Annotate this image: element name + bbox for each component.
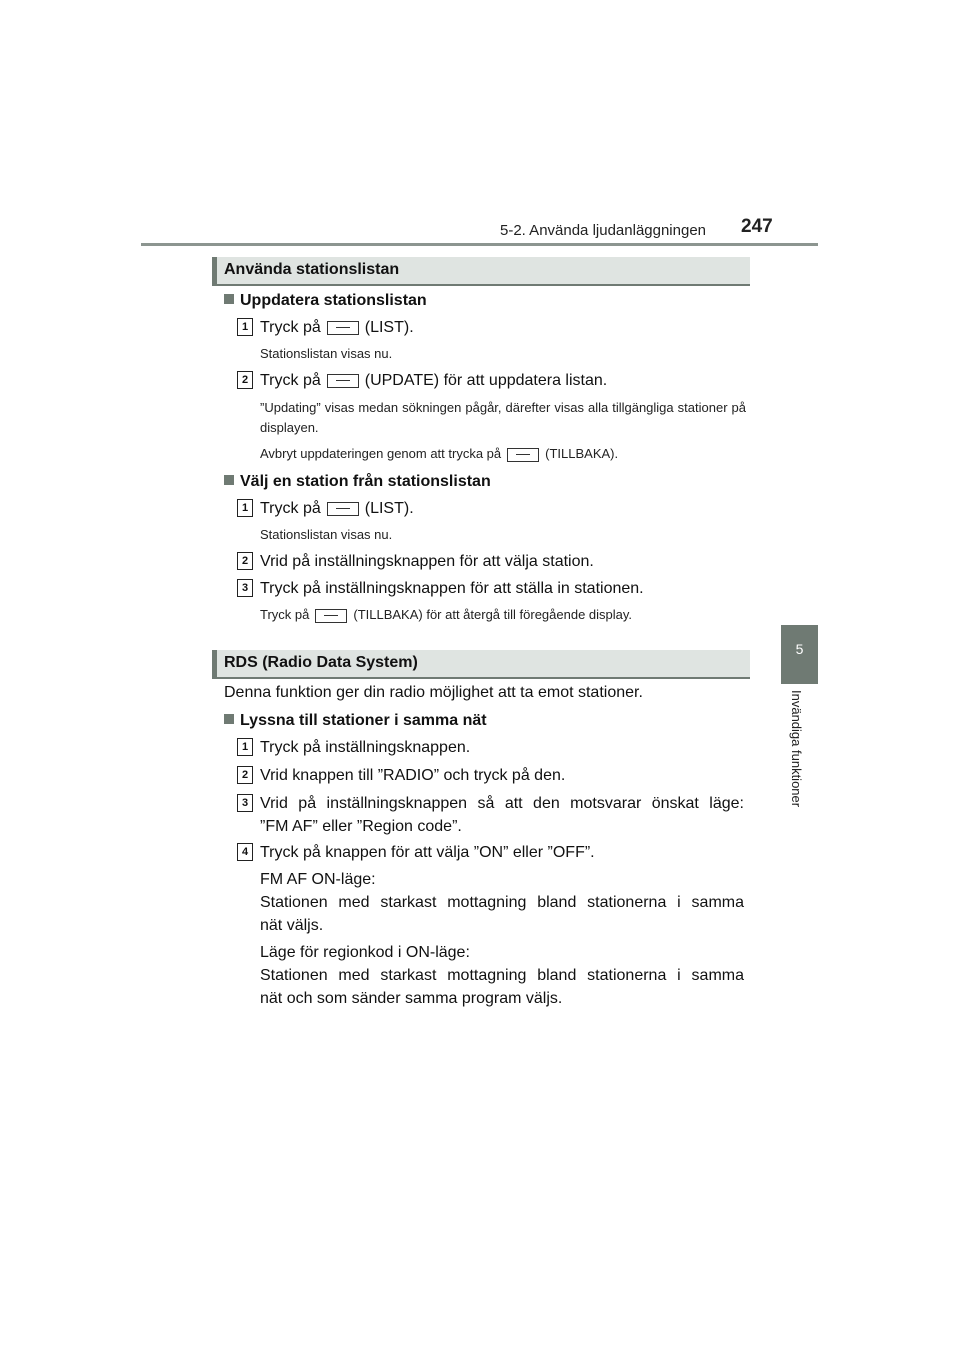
step-text-continued: ”FM AF” eller ”Region code”. — [260, 818, 462, 835]
step-number: 2 — [237, 766, 253, 784]
step-text: Tryck på inställningsknappen. — [260, 739, 471, 756]
step-number: 2 — [237, 552, 253, 570]
step-text: Vrid på inställningsknappen för att välja station. — [260, 553, 594, 570]
step-number: 1 — [237, 738, 253, 756]
button-icon — [315, 609, 347, 623]
section-heading-rds — [212, 650, 750, 679]
mode-description: Stationen med starkast mottagning bland stationerna i samma — [260, 894, 744, 911]
step-number: 3 — [237, 794, 253, 812]
step-note: Avbryt uppdateringen genom att trycka på (TILLBAKA). — [260, 446, 619, 461]
mode-title: Läge för regionkod i ON-läge: — [260, 944, 470, 961]
step-text: Tryck på (LIST). — [260, 319, 414, 336]
mode-description-continued: nät och som sänder samma program väljs. — [260, 990, 563, 1007]
step-text: Tryck på (UPDATE) för att uppdatera listan. — [260, 372, 608, 389]
running-header-title: 5-2. Använda ljudanläggningen — [500, 222, 707, 239]
step-text: Tryck på (LIST). — [260, 500, 414, 517]
chapter-tab: 5 — [781, 625, 818, 684]
step-number: 1 — [237, 318, 253, 336]
mode-description: Stationen med starkast mottagning bland stationerna i samma — [260, 967, 744, 984]
step-note: Tryck på (TILLBAKA) för att återgå till föregående display. — [260, 607, 633, 622]
step-note: ”Updating” visas medan sökningen pågår, därefter visas alla tillgängliga stationer på displayen. — [260, 400, 746, 435]
intro-text: Denna funktion ger din radio möjlighet att ta emot stationer. — [224, 684, 643, 701]
step-number: 4 — [237, 843, 253, 861]
step-text: Tryck på inställningsknappen för att ställa in stationen. — [260, 580, 644, 597]
mode-description-continued: nät väljs. — [260, 917, 324, 934]
step-text: Tryck på knappen för att välja ”ON” eller ”OFF”. — [260, 844, 595, 861]
square-bullet-icon — [224, 294, 234, 304]
button-icon — [327, 502, 359, 516]
page-number: 247 — [741, 216, 773, 237]
section-heading-text: Använda stationslistan — [224, 261, 400, 278]
section-heading-stationslistan — [212, 257, 750, 286]
subheading-lyssna: Lyssna till stationer i samma nät — [224, 709, 487, 733]
step-number: 1 — [237, 499, 253, 517]
step-text: Vrid på inställningsknappen så att den motsvarar önskat läge: — [260, 795, 744, 812]
step-note: Stationslistan visas nu. — [260, 346, 393, 361]
step-number: 2 — [237, 371, 253, 389]
step-note: Stationslistan visas nu. — [260, 527, 393, 542]
square-bullet-icon — [224, 714, 234, 724]
section-heading-text: RDS (Radio Data System) — [224, 654, 418, 671]
subheading-uppdatera: Uppdatera stationslistan — [224, 289, 427, 313]
button-icon — [507, 448, 539, 462]
step-text: Vrid knappen till ”RADIO” och tryck på den. — [260, 767, 566, 784]
header-divider — [141, 243, 818, 246]
subheading-valj-station: Välj en station från stationslistan — [224, 470, 491, 494]
mode-title: FM AF ON-läge: — [260, 871, 376, 888]
button-icon — [327, 374, 359, 388]
button-icon — [327, 321, 359, 335]
step-number: 3 — [237, 579, 253, 597]
chapter-side-label: Invändiga funktioner — [789, 690, 804, 808]
square-bullet-icon — [224, 475, 234, 485]
